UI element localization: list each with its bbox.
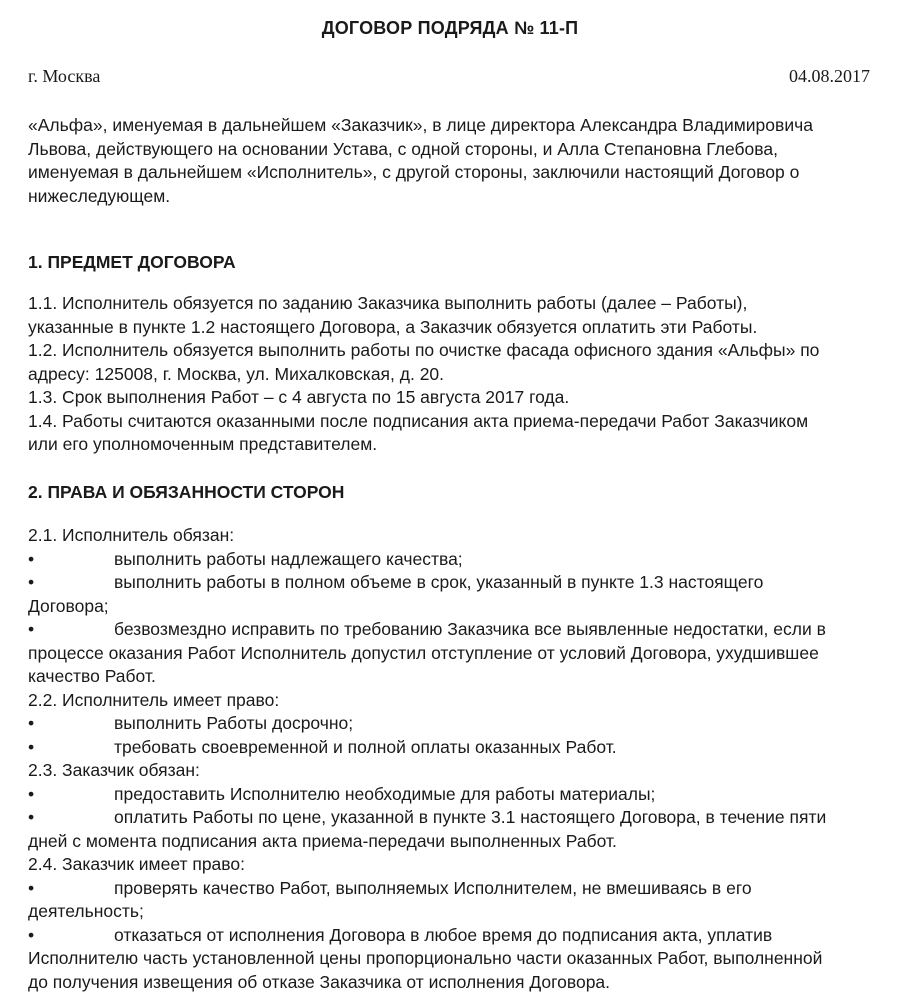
- document-title: ДОГОВОР ПОДРЯДА № 11-П: [0, 18, 900, 39]
- list-item-cont: до получения извещения об отказе Заказчика от исполнения Договора.: [28, 971, 900, 994]
- list-item: [28, 806, 900, 830]
- bullet-icon: •: [28, 548, 114, 572]
- clause-2-3: 2.3. Заказчик обязан:: [28, 759, 900, 783]
- bullet-icon: •: [28, 783, 114, 807]
- list-item-text: предоставить Исполнителю необходимые для работы материалы;: [114, 784, 655, 804]
- list-item-cont: процессе оказания Работ Исполнитель допустил отступление от условий Договора, ухудшившее: [28, 642, 900, 666]
- list-item: [28, 571, 900, 595]
- intro-line: Львова, действующего на основании Устава, с одной стороны, и Алла Степановна Глебова,: [28, 138, 890, 162]
- bullet-icon: •: [28, 806, 114, 830]
- city: г. Москва: [28, 66, 100, 87]
- clause-2-2: 2.2. Исполнитель имеет право:: [28, 689, 900, 713]
- list-item: [28, 783, 900, 807]
- list-item-cont: качество Работ.: [28, 665, 900, 689]
- bullet-icon: •: [28, 712, 114, 736]
- clause-1-1-cont: указанные в пункте 1.2 настоящего Договора, а Заказчик обязуется оплатить эти Работы.: [28, 316, 900, 340]
- list-item-text: выполнить Работы досрочно;: [114, 713, 353, 733]
- list-item-text: проверять качество Работ, выполняемых Исполнителем, не вмешиваясь в его: [114, 878, 752, 898]
- list-item-text: отказаться от исполнения Договора в любое время до подписания акта, уплатив: [114, 925, 772, 945]
- intro-line: нижеследующем.: [28, 185, 890, 209]
- list-item: [28, 548, 900, 572]
- list-item: [28, 618, 900, 642]
- list-item: [28, 877, 900, 901]
- list-item-cont: дней с момента подписания акта приема-передачи выполненных Работ.: [28, 830, 900, 854]
- clause-1-3: 1.3. Срок выполнения Работ – с 4 августа по 15 августа 2017 года.: [28, 386, 900, 410]
- bullet-icon: •: [28, 924, 114, 948]
- list-item-text: требовать своевременной и полной оплаты оказанных Работ.: [114, 737, 617, 757]
- list-item-text: выполнить работы надлежащего качества;: [114, 549, 463, 569]
- bullet-icon: •: [28, 571, 114, 595]
- contract-date: 04.08.2017: [789, 66, 870, 87]
- clause-2-4: 2.4. Заказчик имеет право:: [28, 853, 900, 877]
- clause-1-1: 1.1. Исполнитель обязуется по заданию Заказчика выполнить работы (далее – Работы),: [28, 292, 900, 316]
- clause-1-4-cont: или его уполномоченным представителем.: [28, 433, 900, 457]
- list-item: [28, 924, 900, 948]
- list-item-cont: Исполнителю часть установленной цены пропорционально части оказанных Работ, выполненной: [28, 947, 900, 971]
- list-item: [28, 736, 900, 760]
- clause-1-2: 1.2. Исполнитель обязуется выполнить работы по очистке фасада офисного здания «Альфы» по: [28, 339, 900, 363]
- list-item-cont: Договора;: [28, 595, 900, 619]
- bullet-icon: •: [28, 736, 114, 760]
- section-1-body: [28, 292, 900, 457]
- list-item-text: безвозмездно исправить по требованию Заказчика все выявленные недостатки, если в: [114, 619, 826, 639]
- intro-line: именуемая в дальнейшем «Исполнитель», с другой стороны, заключили настоящий Договор о: [28, 161, 890, 185]
- section-2-heading: 2. ПРАВА И ОБЯЗАННОСТИ СТОРОН: [28, 482, 344, 503]
- section-1-heading: 1. ПРЕДМЕТ ДОГОВОРА: [28, 252, 236, 273]
- list-item-text: выполнить работы в полном объеме в срок, указанный в пункте 1.3 настоящего: [114, 572, 763, 592]
- clause-1-4: 1.4. Работы считаются оказанными после подписания акта приема-передачи Работ Заказчиком: [28, 410, 900, 434]
- list-item: [28, 712, 900, 736]
- bullet-icon: •: [28, 877, 114, 901]
- bullet-icon: •: [28, 618, 114, 642]
- clause-2-1: 2.1. Исполнитель обязан:: [28, 524, 900, 548]
- intro-paragraph: [28, 114, 890, 208]
- clause-1-2-cont: адресу: 125008, г. Москва, ул. Михалковская, д. 20.: [28, 363, 900, 387]
- list-item-cont: деятельность;: [28, 900, 900, 924]
- intro-line: «Альфа», именуемая в дальнейшем «Заказчик», в лице директора Александра Владимировича: [28, 114, 890, 138]
- list-item-text: оплатить Работы по цене, указанной в пункте 3.1 настоящего Договора, в течение пяти: [114, 807, 826, 827]
- section-2-body: [28, 524, 900, 994]
